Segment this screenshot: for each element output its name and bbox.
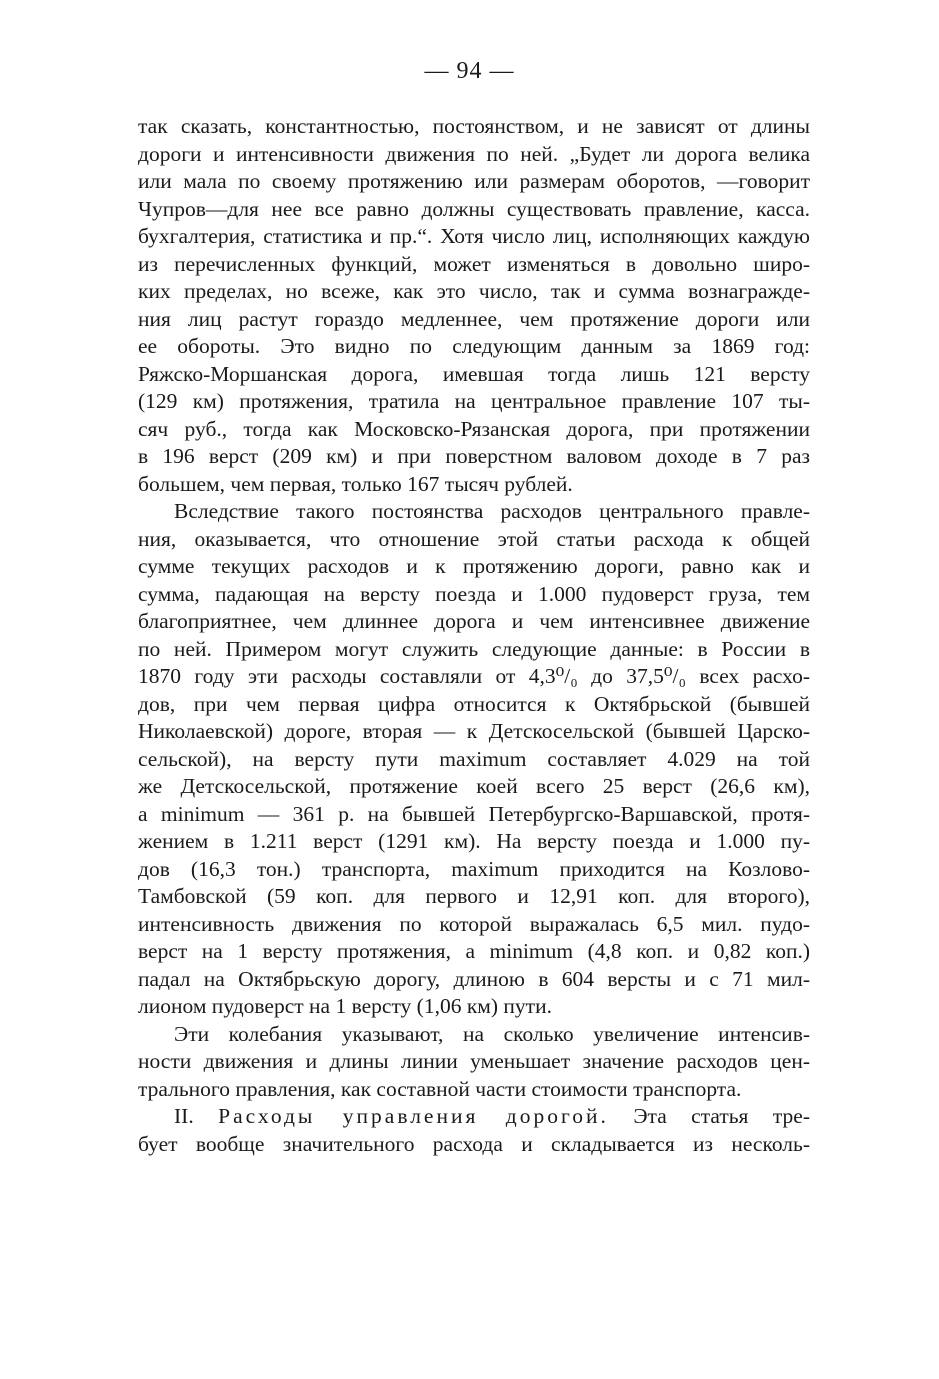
text-line: благоприятнее, чем длиннее дорога и чем интенсивнее движение <box>138 609 810 633</box>
text-line: а minimum — 361 р. на бывшей Петербургско-Варшавской, протя- <box>138 801 810 826</box>
text-line: сяч руб., тогда как Московско-Рязанская дорога, при протяжении <box>138 416 810 441</box>
page-number: — 94 — <box>424 58 515 84</box>
text-line: интенсивность движения по которой выражалась 6,5 мил. пудо- <box>138 911 810 936</box>
text-line: в 196 верст (209 км) и при поверстном валовом доходе в 7 раз <box>138 444 810 468</box>
text-line: сумма, падающая на версту поезда и 1.000 пудоверст груза, тем <box>138 581 810 606</box>
text-line: (129 км) протяжения, тратила на центральное правление 107 ты- <box>138 389 810 413</box>
text-line: Чупров—для нее все равно должны существовать правление, касса. <box>138 196 810 221</box>
text-line: же Детскосельской, протяжение коей всего 25 верст (26,6 км), <box>138 774 810 798</box>
text-line: Вследствие такого постоянства расходов центрального правле- <box>174 499 810 523</box>
text-line: Эти колебания указывают, на сколько увеличение интенсив- <box>174 1021 810 1046</box>
text-line: дороги и интенсивности движения по ней. „Будет ли дорога велика <box>138 141 810 166</box>
text-line: верст на 1 версту протяжения, а minimum (4,8 коп. и 0,82 коп.) <box>138 939 810 963</box>
text-line: лионом пудоверст на 1 версту (1,06 км) пути. <box>138 994 552 1018</box>
text-line: большем, чем первая, только 167 тысяч рублей. <box>138 471 573 496</box>
text-line: бухгалтерия, статистика и пр.“. Хотя число лиц, исполняющих каждую <box>138 224 810 248</box>
text-line: ких пределах, но всеже, как это число, так и сумма вознагражде- <box>138 279 810 303</box>
text-line: так сказать, константностью, постоянством, и не зависят от длины <box>138 114 810 138</box>
text-line: ния, оказывается, что отношение этой статьи расхода к общей <box>138 526 810 551</box>
section-heading: Расходы управления дорогой. <box>218 1104 609 1128</box>
text-line: трального правления, как составной части стоимости транспорта. <box>138 1076 742 1101</box>
text-line: или мала по своему протяжению или размерам оборотов, —говорит <box>138 169 810 193</box>
text-line: сельской), на версту пути maximum составляет 4.029 на той <box>138 746 810 771</box>
text-line: дов (16,3 тон.) транспорта, maximum приходится на Козлово- <box>138 856 810 881</box>
text-line: падал на Октябрьскую дорогу, длиною в 604 версты и с 71 мил- <box>138 966 810 991</box>
text-line: жением в 1.211 верст (1291 км). На версту поезда и 1.000 пу- <box>138 829 810 853</box>
text-line: из перечисленных функций, может изменяться в довольно широ- <box>138 251 810 276</box>
text-line: ее обороты. Это видно по следующим данным за 1869 год: <box>138 334 810 358</box>
text-line: дов, при чем первая цифра относится к Октябрьской (бывшей <box>138 691 810 716</box>
text-line: 1870 году эти расходы составляли от 4,3⁰/₀ до 37,5⁰/₀ всех расхо- <box>138 664 810 688</box>
text-line: бует вообще значительного расхода и складывается из несколь- <box>138 1131 810 1156</box>
text-line: ния лиц растут гораздо медленнее, чем протяжение дороги или <box>138 306 810 331</box>
text-line: сумме текущих расходов и к протяжению дороги, равно как и <box>138 554 810 578</box>
text-line: Николаевской) дороге, вторая — к Детскосельской (бывшей Царско- <box>138 719 810 743</box>
text-line: по ней. Примером могут служить следующие данные: в России в <box>138 636 810 661</box>
text-line: ности движения и длины линии уменьшает значение расходов цен- <box>138 1049 810 1073</box>
text-line: II. Расходы управления дорогой. Эта статья тре- <box>174 1104 810 1128</box>
text-line: Тамбовской (59 коп. для первого и 12,91 коп. для второго), <box>138 884 810 908</box>
body-text <box>138 113 810 1158</box>
text-line: Ряжско-Моршанская дорога, имевшая тогда лишь 121 версту <box>138 361 810 386</box>
